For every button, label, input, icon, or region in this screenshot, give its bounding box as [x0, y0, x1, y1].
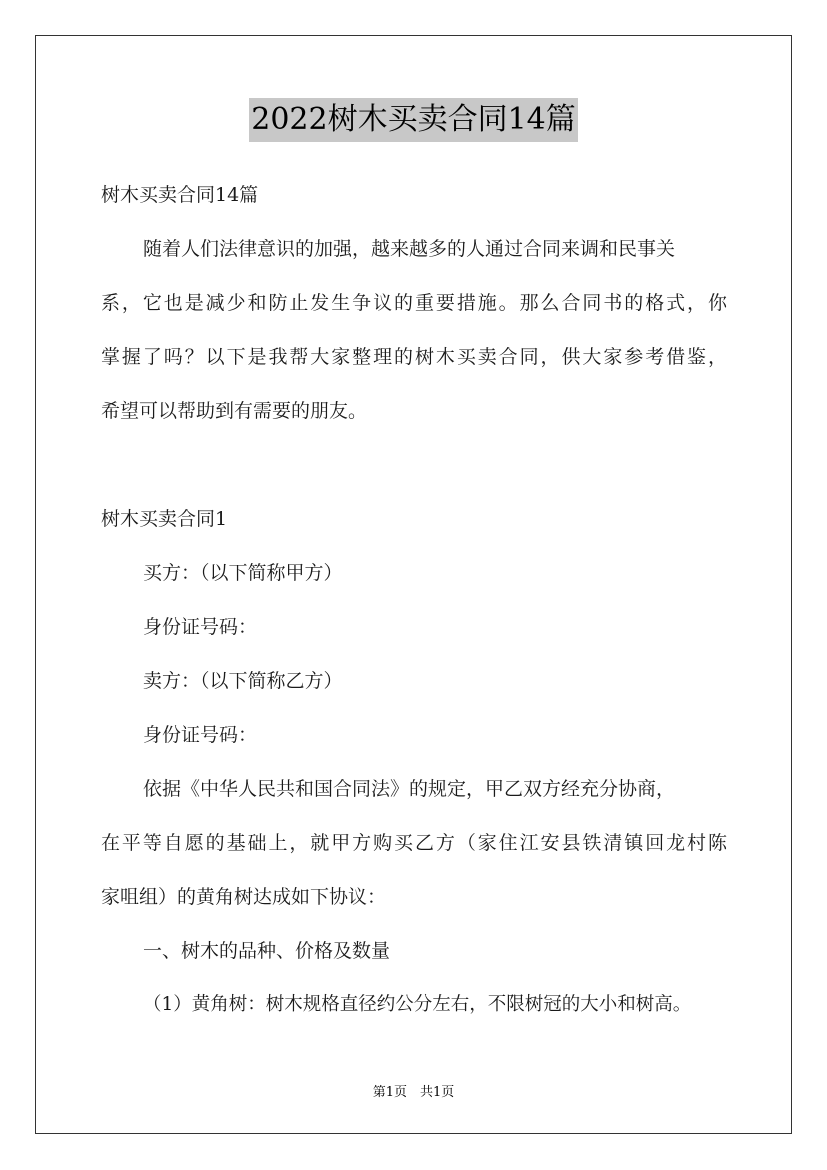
clause-1-item-1: （1）黄角树：树木规格直径约公分左右，不限树冠的大小和树高。: [143, 994, 692, 1015]
buyer-id-line: 身份证号码：: [143, 616, 258, 638]
title-container: [0, 98, 827, 142]
page-footer: 第1页 共1页: [372, 1085, 455, 1100]
seller-id-line: 身份证号码：: [143, 724, 258, 746]
seller-line: 卖方：（以下简称乙方）: [143, 670, 343, 692]
intro-line-4: 希望可以帮助到有需要的朋友。: [101, 400, 368, 422]
agreement-line-3: 家咀组）的黄角树达成如下协议：: [101, 886, 387, 908]
buyer-line: 买方：（以下简称甲方）: [143, 562, 343, 584]
agreement-line-1: 依据《中华人民共和国合同法》的规定，甲乙双方经充分协商，: [143, 778, 676, 800]
intro-line-2: 系，它也是减少和防止发生争议的重要措施。那么合同书的格式，你: [101, 292, 727, 314]
document-title: 2022树木买卖合同14篇: [249, 98, 578, 142]
agreement-line-2: 在平等自愿的基础上，就甲方购买乙方（家住江安县铁清镇回龙村陈: [101, 832, 727, 854]
intro-line-1: 随着人们法律意识的加强，越来越多的人通过合同来调和民事关: [143, 238, 676, 260]
clause-1-heading: 一、树木的品种、价格及数量: [143, 940, 391, 962]
intro-line-3: 掌握了吗？以下是我帮大家整理的树木买卖合同，供大家参考借鉴，: [101, 346, 727, 368]
section-heading: 树木买卖合同1: [101, 508, 228, 530]
document-subtitle: 树木买卖合同14篇: [101, 184, 259, 206]
